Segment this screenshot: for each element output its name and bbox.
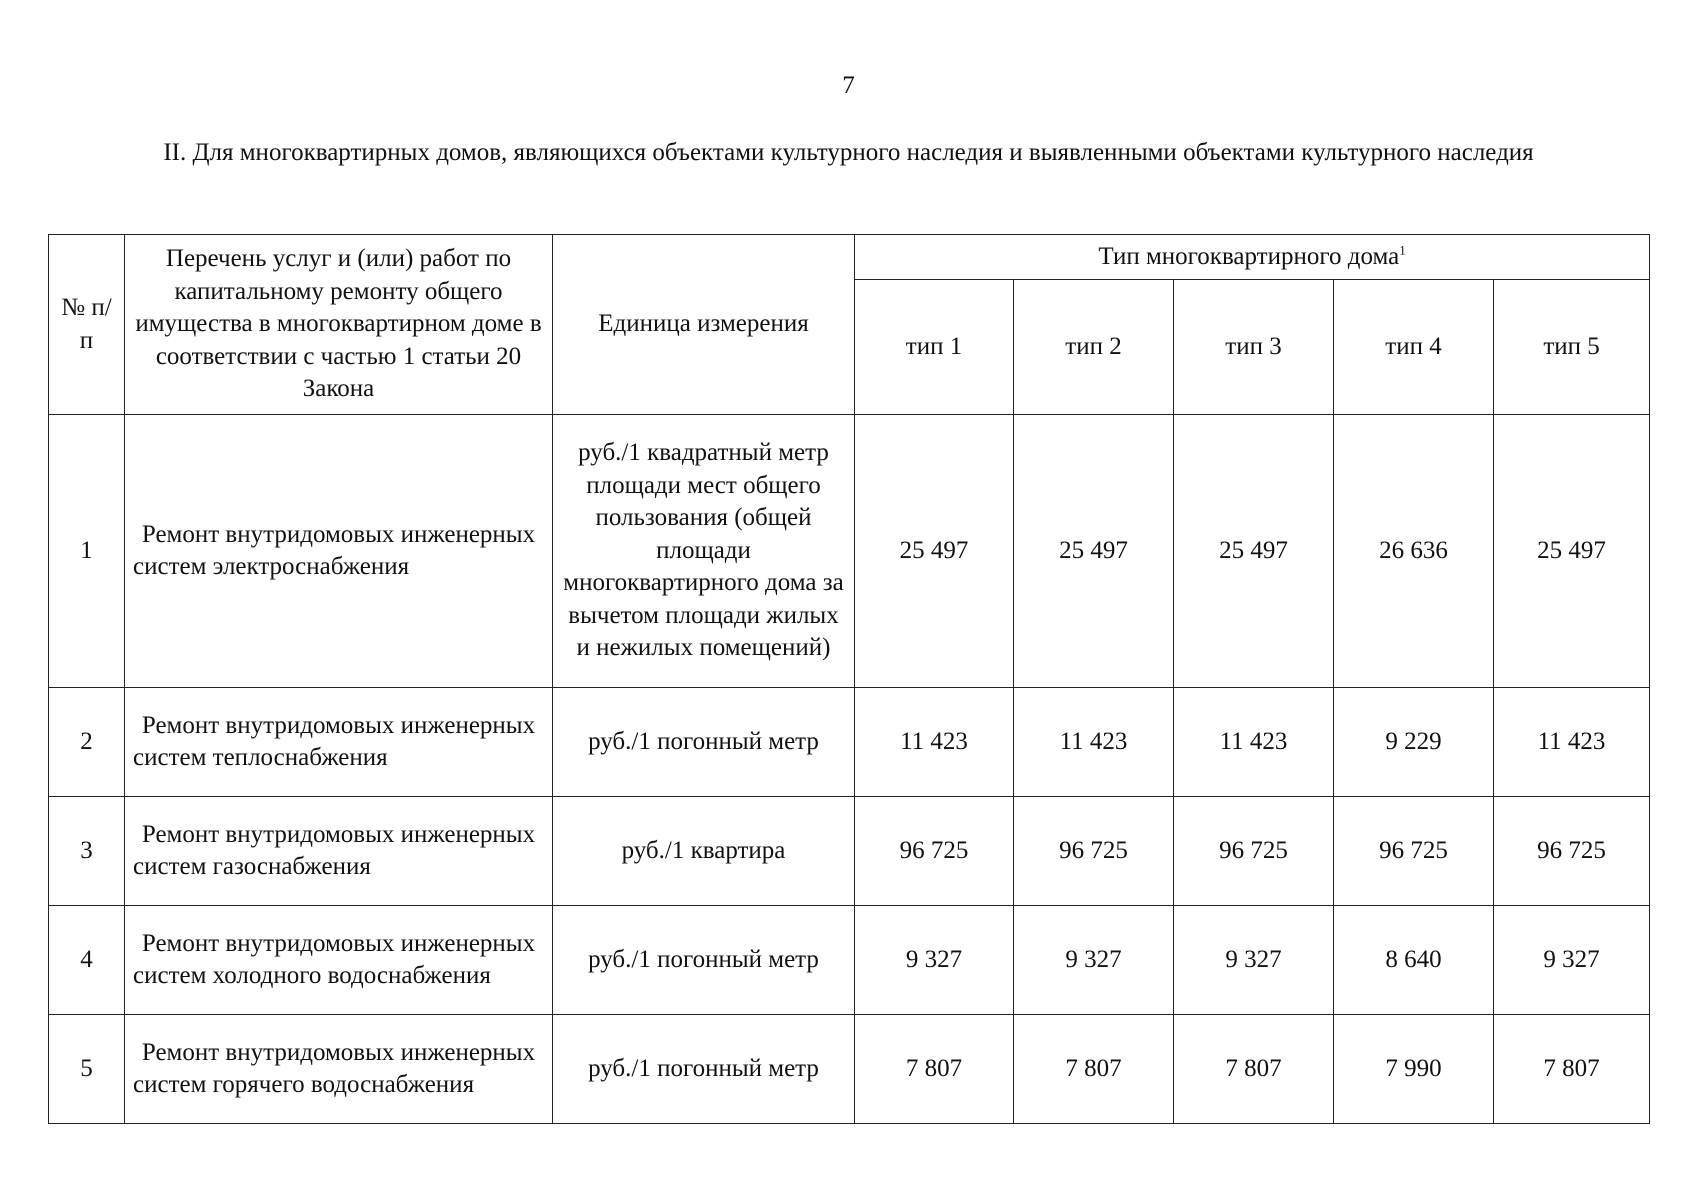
table-row xyxy=(49,688,1650,797)
row-unit: руб./1 погонный метр xyxy=(553,1015,855,1124)
row-value-type-5: 96 725 xyxy=(1494,797,1650,906)
row-service: Ремонт внутридомовых инженерных систем холодного водоснабжения xyxy=(125,906,553,1015)
row-value-type-5: 7 807 xyxy=(1494,1015,1650,1124)
row-number: 1 xyxy=(49,415,125,688)
table-row xyxy=(49,1015,1650,1124)
row-number: 3 xyxy=(49,797,125,906)
row-value-type-1: 11 423 xyxy=(855,688,1014,797)
row-value-type-1: 9 327 xyxy=(855,906,1014,1015)
row-service: Ремонт внутридомовых инженерных систем газоснабжения xyxy=(125,797,553,906)
header-type-5: тип 5 xyxy=(1494,280,1650,415)
table-row xyxy=(49,415,1650,688)
row-unit: руб./1 квадратный метр площади мест общего пользования (общей площади многоквартирного дома за вычетом площади жилых и нежилых помещений) xyxy=(553,415,855,688)
section-title: II. Для многоквартирных домов, являющихся объектами культурного наследия и выявленными объектами культурного наследия xyxy=(163,139,1534,166)
row-value-type-2: 7 807 xyxy=(1014,1015,1174,1124)
row-value-type-4: 96 725 xyxy=(1334,797,1494,906)
row-value-type-1: 25 497 xyxy=(855,415,1014,688)
table-row xyxy=(49,906,1650,1015)
row-number: 5 xyxy=(49,1015,125,1124)
row-number: 2 xyxy=(49,688,125,797)
row-service: Ремонт внутридомовых инженерных систем электроснабжения xyxy=(125,415,553,688)
row-value-type-3: 96 725 xyxy=(1174,797,1334,906)
row-unit: руб./1 квартира xyxy=(553,797,855,906)
header-type-2: тип 2 xyxy=(1014,280,1174,415)
header-type-group xyxy=(855,235,1650,280)
row-value-type-1: 7 807 xyxy=(855,1015,1014,1124)
row-value-type-3: 9 327 xyxy=(1174,906,1334,1015)
row-service: Ремонт внутридомовых инженерных систем горячего водоснабжения xyxy=(125,1015,553,1124)
row-service: Ремонт внутридомовых инженерных систем теплоснабжения xyxy=(125,688,553,797)
row-value-type-3: 25 497 xyxy=(1174,415,1334,688)
row-value-type-3: 11 423 xyxy=(1174,688,1334,797)
row-value-type-1: 96 725 xyxy=(855,797,1014,906)
row-value-type-2: 25 497 xyxy=(1014,415,1174,688)
row-unit: руб./1 погонный метр xyxy=(553,906,855,1015)
header-type-3: тип 3 xyxy=(1174,280,1334,415)
row-value-type-2: 11 423 xyxy=(1014,688,1174,797)
row-value-type-5: 25 497 xyxy=(1494,415,1650,688)
header-type-group-label: Тип многоквартирного дома xyxy=(1098,242,1400,270)
header-type-4: тип 4 xyxy=(1334,280,1494,415)
row-value-type-2: 9 327 xyxy=(1014,906,1174,1015)
cost-table xyxy=(48,234,1650,1124)
header-type-1: тип 1 xyxy=(855,280,1014,415)
row-value-type-5: 9 327 xyxy=(1494,906,1650,1015)
row-value-type-4: 26 636 xyxy=(1334,415,1494,688)
footnote-marker: 1 xyxy=(1399,242,1406,258)
table-row xyxy=(49,797,1650,906)
row-value-type-5: 11 423 xyxy=(1494,688,1650,797)
page-number: 7 xyxy=(842,72,855,99)
header-row-top xyxy=(49,235,1650,280)
row-value-type-4: 8 640 xyxy=(1334,906,1494,1015)
header-service: Перечень услуг и (или) работ по капитальному ремонту общего имущества в многоквартирном доме в соответствии с частью 1 статьи 20 Закона xyxy=(125,235,553,415)
row-value-type-2: 96 725 xyxy=(1014,797,1174,906)
header-number: № п/п xyxy=(49,235,125,415)
row-value-type-4: 9 229 xyxy=(1334,688,1494,797)
header-unit: Единица измерения xyxy=(553,235,855,415)
row-value-type-3: 7 807 xyxy=(1174,1015,1334,1124)
row-number: 4 xyxy=(49,906,125,1015)
row-unit: руб./1 погонный метр xyxy=(553,688,855,797)
row-value-type-4: 7 990 xyxy=(1334,1015,1494,1124)
